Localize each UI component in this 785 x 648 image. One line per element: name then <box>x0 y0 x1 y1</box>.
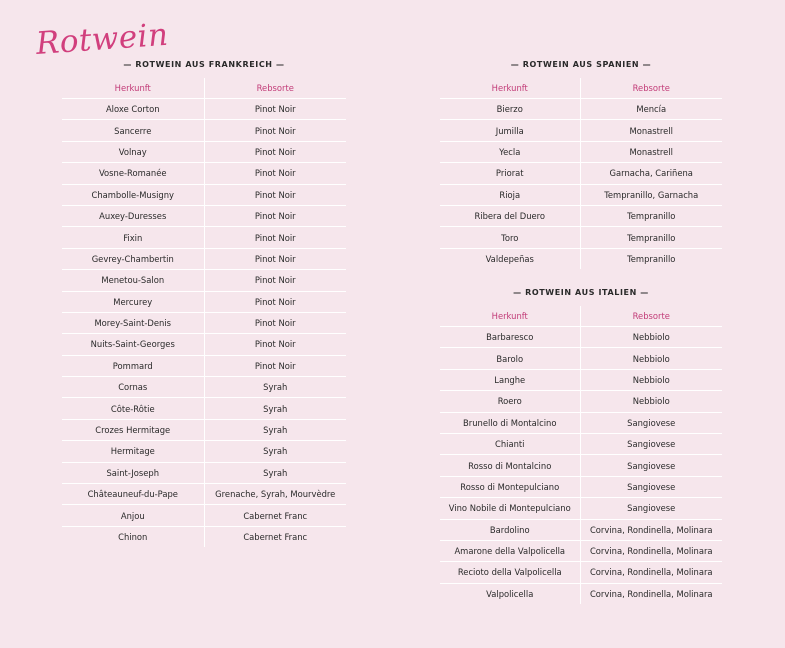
table-row <box>62 462 346 483</box>
table-row <box>62 120 346 141</box>
origin-cell: Bierzo <box>440 99 580 120</box>
column-header-grape: Rebsorte <box>580 306 722 327</box>
table-row <box>440 562 722 583</box>
grape-cell: Pinot Noir <box>204 312 346 333</box>
table-row <box>440 248 722 269</box>
table-row <box>440 205 722 226</box>
grape-cell: Tempranillo <box>580 205 722 226</box>
grape-cell: Nebbiolo <box>580 327 722 348</box>
wine-table-france <box>62 78 346 547</box>
grape-cell: Corvina, Rondinella, Molinara <box>589 588 713 599</box>
table-row <box>62 227 346 248</box>
origin-cell: Saint-Joseph <box>62 462 204 483</box>
origin-cell: Cornas <box>62 377 204 398</box>
column-header-origin: Herkunft <box>440 306 580 327</box>
grape-cell: Cabernet Franc <box>204 505 346 526</box>
origin-cell: Chambolle-Musigny <box>62 184 204 205</box>
table-row <box>440 348 722 369</box>
origin-cell: Auxey-Duresses <box>62 205 204 226</box>
grape-cell: Monastrell <box>580 141 722 162</box>
grape-cell: Pinot Noir <box>204 120 346 141</box>
table-row <box>440 120 722 141</box>
section-title-france: — ROTWEIN AUS FRANKREICH — <box>123 60 285 69</box>
table-row <box>62 205 346 226</box>
origin-cell: Châteauneuf-du-Pape <box>62 484 204 505</box>
grape-cell: Pinot Noir <box>204 227 346 248</box>
origin-cell: Recioto della Valpolicella <box>440 562 580 583</box>
table-row <box>440 455 722 476</box>
grape-cell: Tempranillo <box>580 227 722 248</box>
table-row <box>440 141 722 162</box>
grape-cell: Nebbiolo <box>580 348 722 369</box>
grape-cell: Monastrell <box>580 120 722 141</box>
wine-table-spain <box>440 78 722 269</box>
table-row <box>62 270 346 291</box>
page-title: Rotwein <box>34 16 170 62</box>
table-row <box>62 184 346 205</box>
grape-cell: Nebbiolo <box>580 391 722 412</box>
grape-cell: Cabernet Franc <box>243 532 308 542</box>
grape-cell: Pinot Noir <box>204 99 346 120</box>
grape-cell: Corvina, Rondinella, Molinara <box>580 540 722 561</box>
table-row <box>440 391 722 412</box>
origin-cell: Hermitage <box>62 441 204 462</box>
origin-cell: Nuits-Saint-Georges <box>62 334 204 355</box>
grape-cell: Pinot Noir <box>204 205 346 226</box>
origin-cell: Brunello di Montalcino <box>440 412 580 433</box>
grape-cell: Syrah <box>204 441 346 462</box>
origin-cell: Morey-Saint-Denis <box>62 312 204 333</box>
grape-cell: Grenache, Syrah, Mourvèdre <box>204 484 346 505</box>
origin-cell: Chianti <box>440 433 580 454</box>
origin-cell: Pommard <box>62 355 204 376</box>
origin-cell: Fixin <box>62 227 204 248</box>
table-row <box>440 163 722 184</box>
table-row <box>440 184 722 205</box>
table-row <box>62 505 346 526</box>
grape-cell: Syrah <box>204 419 346 440</box>
origin-cell: Ribera del Duero <box>440 205 580 226</box>
origin-cell: Barbaresco <box>440 327 580 348</box>
table-row <box>62 419 346 440</box>
origin-cell: Amarone della Valpolicella <box>440 540 580 561</box>
grape-cell: Sangiovese <box>580 476 722 497</box>
grape-cell: Tempranillo <box>627 253 676 264</box>
origin-cell: Menetou-Salon <box>62 270 204 291</box>
table-row <box>440 327 722 348</box>
table-row <box>62 484 346 505</box>
table-row <box>62 398 346 419</box>
table-row <box>62 141 346 162</box>
grape-cell: Pinot Noir <box>204 248 346 269</box>
origin-cell: Rioja <box>440 184 580 205</box>
grape-cell: Pinot Noir <box>204 270 346 291</box>
table-row <box>440 227 722 248</box>
column-header-grape: Rebsorte <box>580 78 722 99</box>
grape-cell: Mencía <box>580 99 722 120</box>
table-row <box>62 291 346 312</box>
table-row <box>440 498 722 519</box>
origin-cell: Valdepeñas <box>440 248 580 269</box>
origin-cell: Anjou <box>62 505 204 526</box>
origin-cell: Gevrey-Chambertin <box>62 248 204 269</box>
column-header-grape: Rebsorte <box>204 78 346 99</box>
table-row <box>440 433 722 454</box>
grape-cell: Pinot Noir <box>204 291 346 312</box>
origin-cell: Aloxe Corton <box>62 99 204 120</box>
table-row <box>440 369 722 390</box>
origin-cell: Yecla <box>440 141 580 162</box>
section-title-spain: — ROTWEIN AUS SPANIEN — <box>510 60 652 69</box>
origin-cell: Vino Nobile di Montepulciano <box>440 498 580 519</box>
origin-cell: Roero <box>440 391 580 412</box>
origin-cell: Rosso di Montepulciano <box>440 476 580 497</box>
grape-cell: Corvina, Rondinella, Molinara <box>580 562 722 583</box>
origin-cell: Toro <box>440 227 580 248</box>
table-row <box>62 248 346 269</box>
grape-cell: Garnacha, Cariñena <box>580 163 722 184</box>
grape-cell: Sangiovese <box>580 498 722 519</box>
origin-cell: Mercurey <box>62 291 204 312</box>
wine-table-italy <box>440 306 722 604</box>
table-row <box>62 377 346 398</box>
table-row <box>62 99 346 120</box>
origin-cell: Valpolicella <box>440 583 580 604</box>
table-row <box>440 412 722 433</box>
origin-cell: Jumilla <box>440 120 580 141</box>
table-row <box>62 312 346 333</box>
table-row <box>62 355 346 376</box>
grape-cell: Pinot Noir <box>204 355 346 376</box>
origin-cell: Barolo <box>440 348 580 369</box>
origin-cell: Crozes Hermitage <box>62 419 204 440</box>
grape-cell: Pinot Noir <box>204 141 346 162</box>
origin-cell: Sancerre <box>62 120 204 141</box>
origin-cell: Langhe <box>440 369 580 390</box>
table-row <box>440 99 722 120</box>
column-header-origin: Herkunft <box>440 78 580 99</box>
origin-cell: Bardolino <box>440 519 580 540</box>
origin-cell: Priorat <box>440 163 580 184</box>
grape-cell: Syrah <box>204 377 346 398</box>
grape-cell: Pinot Noir <box>204 184 346 205</box>
grape-cell: Sangiovese <box>580 433 722 454</box>
grape-cell: Sangiovese <box>580 455 722 476</box>
grape-cell: Corvina, Rondinella, Molinara <box>580 519 722 540</box>
origin-cell: Volnay <box>62 141 204 162</box>
table-row <box>62 441 346 462</box>
origin-cell: Chinon <box>62 526 204 547</box>
grape-cell: Pinot Noir <box>204 163 346 184</box>
origin-cell: Vosne-Romanée <box>62 163 204 184</box>
grape-cell: Syrah <box>204 462 346 483</box>
origin-cell: Rosso di Montalcino <box>440 455 580 476</box>
grape-cell: Pinot Noir <box>204 334 346 355</box>
origin-cell: Côte-Rôtie <box>62 398 204 419</box>
table-row <box>62 163 346 184</box>
table-row <box>62 334 346 355</box>
table-row <box>440 476 722 497</box>
grape-cell: Nebbiolo <box>580 369 722 390</box>
table-row <box>440 519 722 540</box>
grape-cell: Sangiovese <box>580 412 722 433</box>
table-row <box>440 583 722 604</box>
column-header-origin: Herkunft <box>62 78 204 99</box>
section-title-italy: — ROTWEIN AUS ITALIEN — <box>513 288 649 297</box>
table-row <box>62 526 346 547</box>
table-row <box>440 540 722 561</box>
grape-cell: Tempranillo, Garnacha <box>580 184 722 205</box>
grape-cell: Syrah <box>204 398 346 419</box>
